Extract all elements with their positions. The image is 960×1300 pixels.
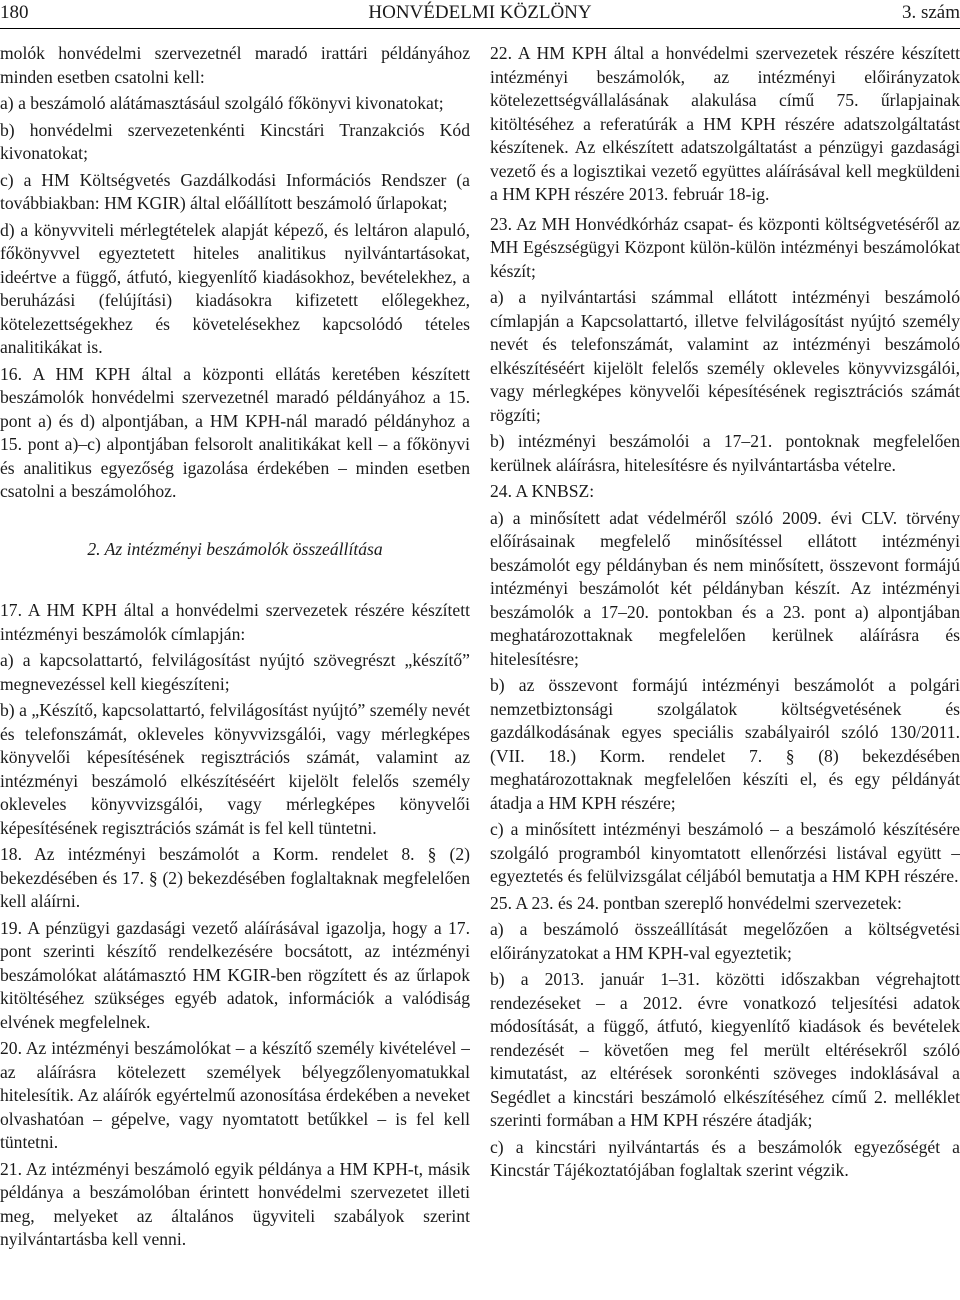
paragraph: 19. A pénzügyi gazdasági vezető aláírásával igazolja, hogy a 17. pont szerinti készítő rendelkezésére bocsátott, az intézményi beszámolókat alátámasztó HM KGIR-ben rögzített és az űrlapok kitöltéséhez szükséges egyéb adatok, információk a valódiság elvének megfelelnek. xyxy=(0,917,470,1032)
page-number: 180 xyxy=(0,2,29,23)
paragraph: 24. A KNBSZ: xyxy=(490,481,595,501)
left-column xyxy=(0,42,470,1298)
paragraph: a) a beszámoló alátámasztásául szolgáló főkönyvi kivonatokat; xyxy=(0,93,444,113)
section-title: 2. Az intézményi beszámolók összeállítása xyxy=(87,538,383,559)
paragraph: 25. A 23. és 24. pontban szereplő honvédelmi szervezetek: xyxy=(490,892,902,913)
paragraph: a) a nyilvántartási számmal ellátott intézményi beszámoló címlapján a Kapcsolattartó, illetve felvilágosítást nyújtó személy nevét és telefonszámát, valamint az intézményi beszámoló elkészítéséért kijelölt felelős személy okleveles könyvvizsgálói, vagy mérlegképes könyvelői képesítésének regisztrációs számát rögzíti; xyxy=(490,287,960,425)
paragraph: b) intézményi beszámolói a 17–21. pontoknak megfelelően kerülnek aláírásra, hitelesítésre és nyilvántartásba vételre. xyxy=(490,431,960,475)
paragraph: b) a 2013. január 1–31. közötti időszakban végrehajtott rendezéseket – a 2012. évre vonatkozó teljesítési adatok módosítását, a függő, átfutó, kiegyenlítő kiadások és bevételek rendezését – követően meg fel merült eltérésekről szóló kimutatást, az eltérések soronkénti szöveges indoklásával a Segédlet a kincstári beszámoló elkészítéséhez című 2. melléklet szerinti formában a HM KPH részére átadják; xyxy=(490,969,960,1130)
paragraph: 16. A HM KPH által a központi ellátás keretében készített beszámolók honvédelmi szervezetnél maradó példányához a 15. pont a) és d) alpontjában, a HM KPH-nál maradó példányhoz a 15. pont a)–c) alpontjában felsorolt analitikákat kell – a főkönyvi és analitikus egyezőség igazolása érdekében – minden esetben csatolni a beszámolóhoz. xyxy=(0,363,470,501)
paragraph: 20. Az intézményi beszámolókat – a készítő személy kivételével – az aláírásra kötelezett személyek bélyegzőlenyomatukkal hitelesítik. Az aláírók egyértelmű azonosítása érdekében a neveket olvashatóan – gépelve, vagy nyomtatott betűkkel – is fel kell tüntetni. xyxy=(0,1038,470,1152)
paragraph: a) a beszámoló összeállítását megelőzően a költségvetési előirányzatokat a HM KPH-val egyeztetik; xyxy=(490,919,960,963)
right-column xyxy=(490,42,960,1298)
paragraph: a) a kapcsolattartó, felvilágosítást nyújtó szövegrészt „készítő” megnevezéssel kell kiegészíteni; xyxy=(0,650,470,694)
paragraph: 23. Az MH Honvédkórház csapat- és központi költségvetéséről az MH Egészségügyi Központ külön-külön intézményi beszámolókat készít; xyxy=(490,213,960,281)
paragraph: 22. A HM KPH által a honvédelmi szervezetek részére készített intézményi beszámolók, az intézményi előirányzatok kötelezettségvállalásának alakulása című 75. űrlapjainak kitöltéséhez a referatúrák a HM KPH részére adatszolgáltatást készítenek. Az elkészített adatszolgáltatást a pénzügyi gazdasági vezető és a logisztikai vezető együttes aláírásával kell megküldeni a HM KPH részére 2013. február 18-ig. xyxy=(490,43,960,204)
paragraph: 21. Az intézményi beszámoló egyik példánya a HM KPH-t, másik példánya a beszámolóban érintett honvédelmi szervezetet illeti meg, melyeket az általános ügyviteli szabályok szerint nyilvántartásba kell venni. xyxy=(0,1158,470,1249)
journal-title: HONVÉDELMI KÖZLÖNY xyxy=(368,2,592,23)
paragraph: b) a „Készítő, kapcsolattartó, felvilágosítást nyújtó” személy nevét és telefonszámát, okleveles könyvvizsgálói, vagy mérlegképes könyvelői képesítésének regisztrációs számát, valamint az intézményi beszámoló elkészítéséért kijelölt felelős személy okleveles könyvvizsgálói, vagy mérlegképes könyvelői képesítésének regisztrációs számát is fel kell tüntetni. xyxy=(0,700,470,838)
paragraph: 18. Az intézményi beszámolót a Korm. rendelet 8. § (2) bekezdésében és 17. § (2) bekezdésében foglaltaknak megfelelően kell aláírni. xyxy=(0,844,470,911)
paragraph: molók honvédelmi szervezetnél maradó irattári példányához minden esetben csatolni kell: xyxy=(0,43,470,87)
paragraph: b) az összevont formájú intézményi beszámolót a polgári nemzetbiztonsági szolgálatok költségvetésének és gazdálkodásának egyes speciális szabályairól szóló 130/2011. (VII. 18.) Korm. rendelet 7. § (8) bekezdésében meghatározottaknak megfelelően készíti el, és egy példányát átadja a HM KPH részére; xyxy=(490,675,960,813)
paragraph: c) a minősített intézményi beszámoló – a beszámoló készítésére szolgáló programból kinyomtatott ellenőrzési listával együtt – egyeztetés és felülvizsgálat céljából bemutatja a HM KPH részére. xyxy=(490,819,960,886)
issue-number: 3. szám xyxy=(901,2,960,23)
paragraph: d) a könyvviteli mérlegtételek alapját képező, és leltáron alapuló, főkönyvvel egyeztetett hiteles analitikus nyilvántartásokat, ideértve a függő, átfutó, kiegyenlítő kiadásokhoz, bevételekhez, a beruházási (felújítási) kiadásokra kifizetett előlegekhez, kötelezettségekhez és követelésekhez kapcsolódó tételes analitikákat is. xyxy=(0,219,470,357)
paragraph: 17. A HM KPH által a honvédelmi szervezetek részére készített intézményi beszámolók címlapján: xyxy=(0,600,470,644)
paragraph: c) a kincstári nyilvántartás és a beszámolók egyezőségét a Kincstár Tájékoztatójában foglaltak szerint végzik. xyxy=(490,1136,960,1180)
paragraph: c) a HM Költségvetés Gazdálkodási Információs Rendszer (a továbbiakban: HM KGIR) által előállított beszámoló űrlapokat; xyxy=(0,169,470,213)
page-header xyxy=(0,0,960,29)
paragraph: a) a minősített adat védelméről szóló 2009. évi CLV. törvény előírásainak megfelelő minősítéssel ellátott intézményi beszámolót egy példányban és nem minősített, összevont formájú intézményi beszámolót két példányban készít. Az intézményi beszámolók a 17–20. pontokban és a 23. pont a) alpontjában meghatározottaknak megfelelően kerülnek aláírásra és hitelesítésre; xyxy=(490,507,960,669)
paragraph: b) honvédelmi szervezetenkénti Kincstári Tranzakciós Kód kivonatokat; xyxy=(0,119,470,163)
